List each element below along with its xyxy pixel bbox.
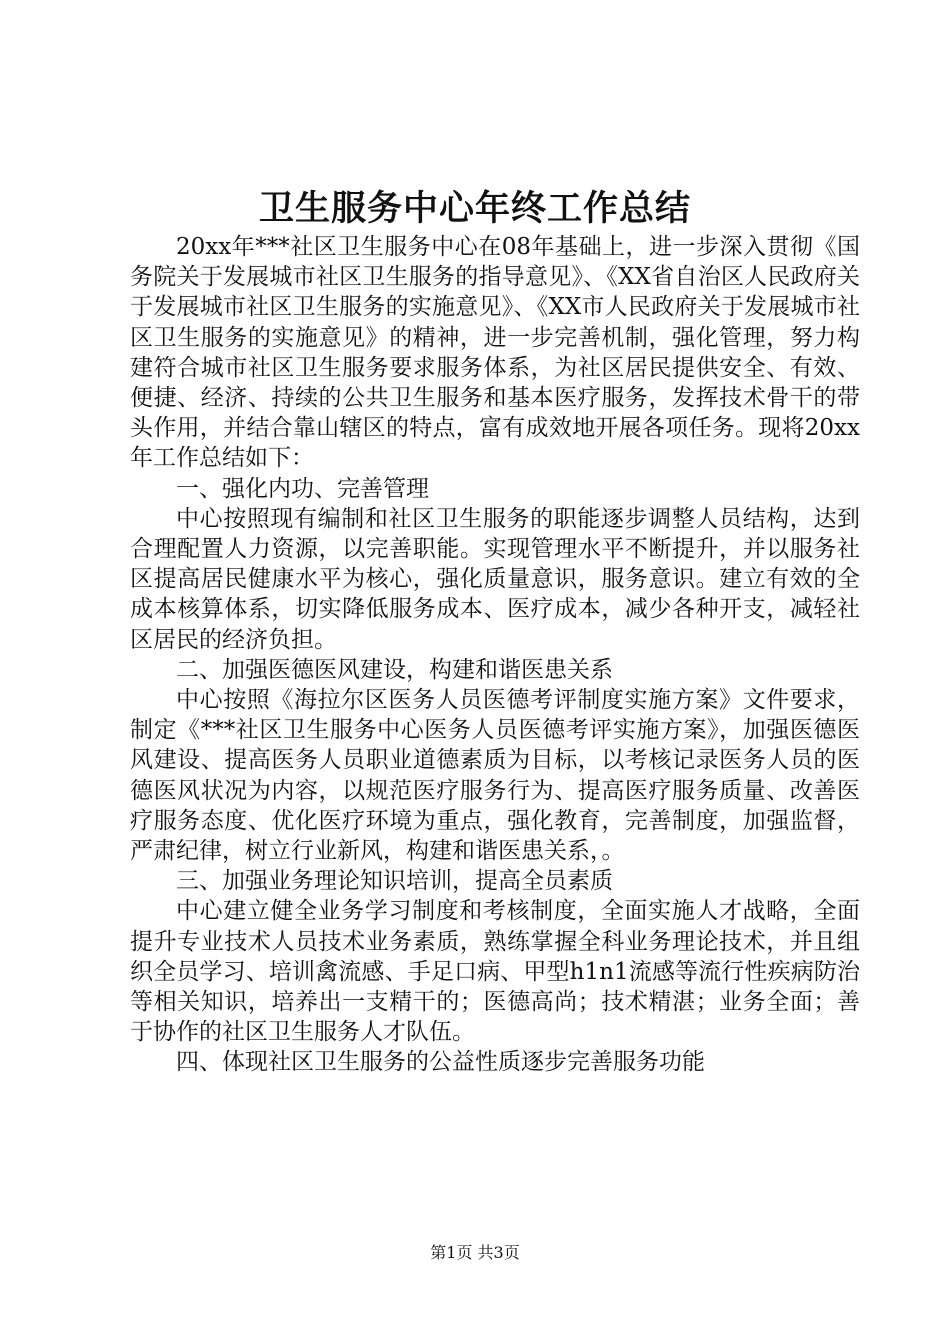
document-body bbox=[130, 232, 860, 1078]
section-2-paragraph: 中心按照《海拉尔区医务人员医德考评制度实施方案》文件要求，制定《***社区卫生服务中心医务人员医德考评实施方案》，加强医德医风建设、提高医务人员职业道德素质为目标，以考核记录医务人员的医德医风状况为内容，以规范医疗服务行为、提高医疗服务质量、改善医疗服务态度、优化医疗环境为重点，强化教育，完善制度，加强监督，严肃纪律，树立行业新风，构建和谐医患关系，。 bbox=[130, 687, 860, 865]
page-title: 卫生服务中心年终工作总结 bbox=[258, 188, 691, 229]
section-heading-3: 三、加强业务理论知识培训，提高全员素质 bbox=[176, 868, 613, 895]
section-heading-1: 一、强化内功、完善管理 bbox=[176, 475, 429, 502]
section-3-paragraph: 中心建立健全业务学习制度和考核制度，全面实施人才战略，全面提升专业技术人员技术业务素质，熟练掌握全科业务理论技术，并且组织全员学习、培训禽流感、手足口病、甲型h1n1流感等流行性疾病防治等相关知识，培养出一支精干的；医德高尚；技术精湛；业务全面；善于协作的社区卫生服务人才队伍。 bbox=[130, 898, 860, 1046]
section-1-paragraph: 中心按照现有编制和社区卫生服务的职能逐步调整人员结构，达到合理配置人力资源，以完善职能。实现管理水平不断提升，并以服务社区提高居民健康水平为核心，强化质量意识，服务意识。建立有效的全成本核算体系，切实降低服务成本、医疗成本，减少各种开支，减轻社区居民的经济负担。 bbox=[130, 505, 860, 653]
section-heading-2: 二、加强医德医风建设，构建和谐医患关系 bbox=[176, 656, 613, 683]
page-footer: 第1页 共3页 bbox=[430, 1243, 520, 1262]
section-heading-4: 四、体现社区卫生服务的公益性质逐步完善服务功能 bbox=[176, 1049, 705, 1076]
intro-paragraph: 20xx年***社区卫生服务中心在08年基础上，进一步深入贯彻《国务院关于发展城市社区卫生服务的指导意见》、《XX省自治区人民政府关于发展城市社区卫生服务的实施意见》、《XX市人民政府关于发展城市社区卫生服务的实施意见》的精神，进一步完善机制，强化管理，努力构建符合城市社区卫生服务要求服务体系，为社区居民提供安全、有效、便捷、经济、持续的公共卫生服务和基本医疗服务，发挥技术骨干的带头作用，并结合靠山辖区的特点，富有成效地开展各项任务。现将20xx年工作总结如下： bbox=[130, 234, 860, 472]
